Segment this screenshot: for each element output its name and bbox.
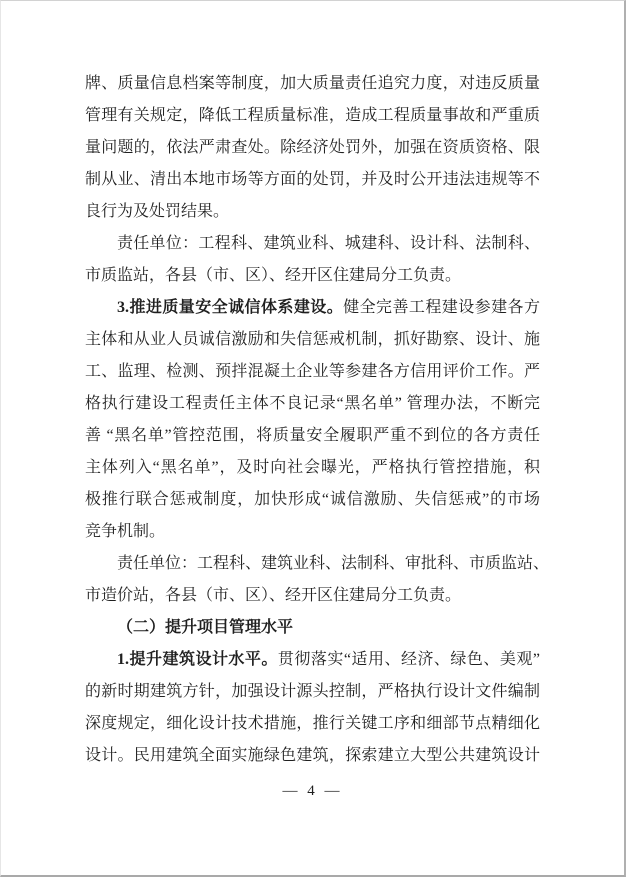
text-segment-bold: 3.推进质量安全诚信体系建设。 [117, 299, 344, 316]
text-line [85, 68, 540, 100]
text-segment: 健全完善工程建设参建各方 [343, 299, 540, 316]
text-segment: 责任单位：工程科、建筑业科、法制科、审批科、市质监站、 [117, 555, 550, 572]
text-segment: 极推行联合惩戒制度，加快形成“诚信激励、失信惩戒”的市场 [85, 491, 540, 508]
text-segment: 主体和从业人员诚信激励和失信惩戒机制，抓好勘察、设计、施 [85, 331, 540, 348]
text-line [85, 324, 540, 356]
text-line [85, 644, 540, 676]
text-segment-bold: 1.提升建筑设计水平。 [117, 651, 278, 668]
text-line [85, 452, 540, 484]
text-segment: 善 “黑名单”管控范围，将质量安全履职严重不到位的各方责任 [85, 427, 540, 444]
page-number: — 4 — [282, 783, 343, 799]
text-line [85, 740, 540, 772]
text-segment: 牌、质量信息档案等制度，加大质量责任追究力度，对违反质量 [85, 75, 540, 92]
text-segment: 设计。民用建筑全面实施绿色建筑，探索建立大型公共建筑设计 [85, 747, 540, 764]
text-line [85, 580, 540, 612]
text-line [85, 516, 540, 548]
document-text [85, 68, 550, 772]
text-line [85, 228, 540, 260]
text-segment: 格执行建设工程责任主体不良记录“黑名单” 管理办法，不断完 [85, 395, 540, 412]
text-line [85, 196, 540, 228]
text-segment: 的新时期建筑方针，加强设计源头控制，严格执行设计文件编制 [85, 683, 540, 700]
text-segment: 竞争机制。 [85, 523, 166, 540]
text-segment: 深度规定，细化设计技术措施，推行关键工序和细部节点精细化 [85, 715, 540, 732]
text-segment: 良行为及处罚结果。 [85, 203, 230, 220]
text-line [85, 708, 540, 740]
text-line [85, 548, 550, 580]
text-segment: 量问题的，依法严肃查处。除经济处罚外，加强在资质资格、限 [85, 139, 540, 156]
text-segment: 管理有关规定，降低工程质量标准，造成工程质量事故和严重质 [85, 107, 540, 124]
text-segment: 工、监理、检测、预拌混凝土企业等参建各方信用评价工作。严 [85, 363, 540, 380]
text-segment-bold: （二）提升项目管理水平 [117, 619, 294, 636]
text-line [85, 292, 540, 324]
text-segment: 主体列入“黑名单”，及时向社会曝光，严格执行管控措施，积 [85, 459, 540, 476]
text-line [85, 388, 540, 420]
text-line [85, 484, 540, 516]
text-segment: 贯彻落实“适用、经济、绿色、美观” [277, 651, 540, 668]
text-line [85, 132, 540, 164]
text-line [85, 100, 540, 132]
text-segment: 市质监站，各县（市、区）、经开区住建局分工负责。 [85, 267, 462, 284]
text-segment: 责任单位：工程科、建筑业科、城建科、设计科、法制科、 [117, 235, 540, 252]
text-line [85, 676, 540, 708]
text-segment: 市造价站，各县（市、区）、经开区住建局分工负责。 [85, 587, 462, 604]
text-line [85, 356, 540, 388]
text-line [85, 612, 540, 644]
text-line [85, 164, 540, 196]
text-line [85, 420, 540, 452]
text-line [85, 260, 540, 292]
text-segment: 制从业、清出本地市场等方面的处罚，并及时公开违法违规等不 [85, 171, 540, 188]
